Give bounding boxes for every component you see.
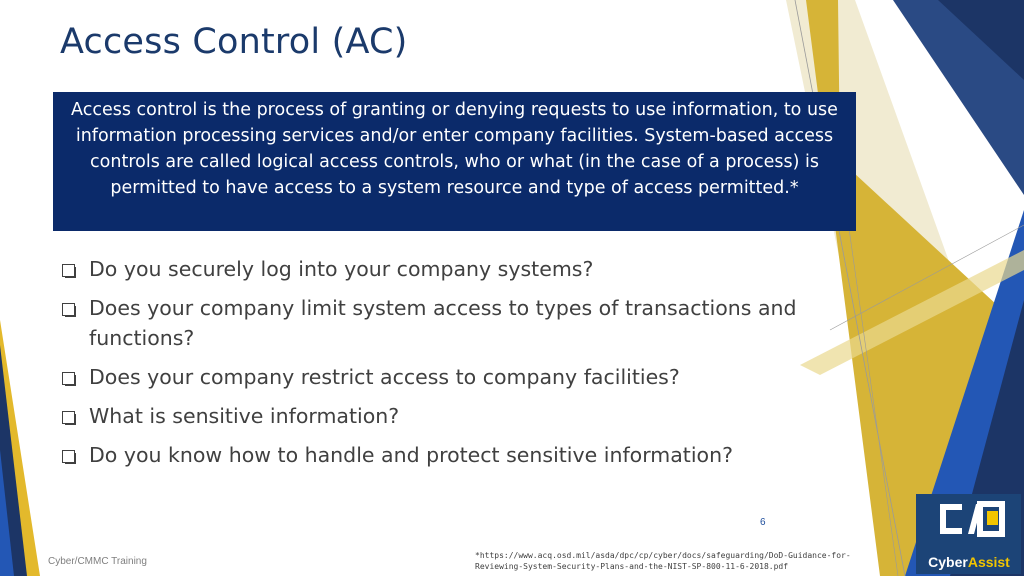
list-item (62, 362, 822, 392)
question-text: Does your company limit system access to types of transactions and functions? (89, 296, 797, 350)
logo-text-cyber: Cyber (928, 554, 968, 570)
definition-text: Access control is the process of granting or denying requests to use information, to use information processing services and/or enter company facilities. System-based access controls are called logical access controls, who or what (in the case of a process) is permitted to have access to a system resource and type of access permitted.* (71, 100, 838, 198)
checkbox-bullet-icon (62, 450, 75, 463)
question-text: Do you know how to handle and protect sensitive information? (89, 443, 733, 467)
question-text: What is sensitive information? (89, 404, 400, 428)
slide-title: Access Control (AC) (60, 22, 408, 62)
footer-label: Cyber/CMMC Training (48, 556, 147, 567)
list-item (62, 401, 822, 431)
checkbox-bullet-icon (62, 411, 75, 424)
logo-text (919, 554, 1019, 570)
question-text: Does your company restrict access to company facilities? (89, 365, 680, 389)
page-number: 6 (760, 517, 766, 528)
checkbox-bullet-icon (62, 264, 75, 277)
list-item (62, 254, 822, 284)
logo-text-assist: Assist (967, 554, 1010, 570)
list-item (62, 293, 822, 353)
reference-url: *https://www.acq.osd.mil/asda/dpc/cp/cyber/docs/safeguarding/DoD-Guidance-for-Reviewing-System-Security-Plans-and-the-NIST-SP-800-11-6-2018.pdf (475, 551, 851, 571)
definition-box (53, 92, 856, 231)
question-text: Do you securely log into your company systems? (89, 257, 594, 281)
checkbox-bullet-icon (62, 372, 75, 385)
question-list (62, 254, 822, 479)
list-item (62, 440, 822, 470)
checkbox-bullet-icon (62, 303, 75, 316)
